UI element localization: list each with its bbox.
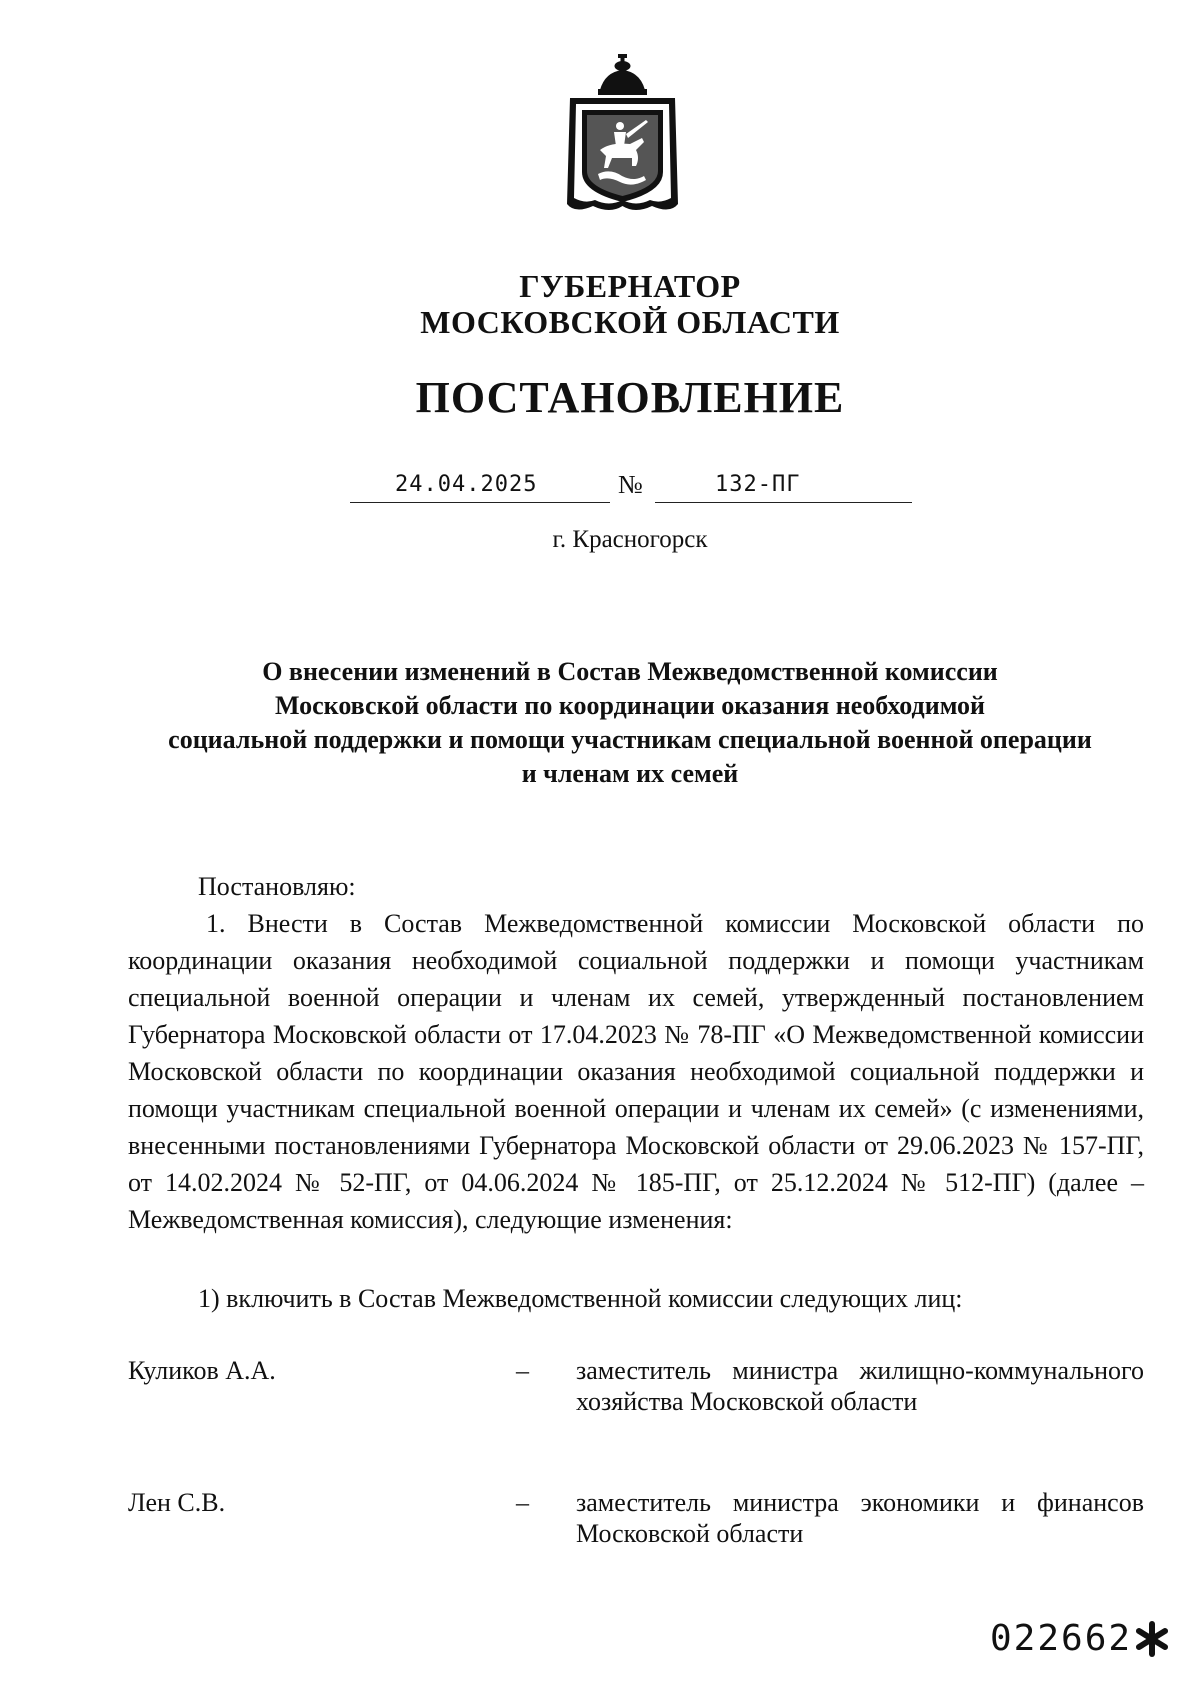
paragraph-1: 1. Внести в Состав Межведомственной комиссии Московской области по координации оказания необходимой социальной поддержки и помощи участникам специальной военной операции и членам их семей, утвержденный постановлением Губернатора Московской области от 17.04.2023 № 78-ПГ «О Межведомственной комиссии Московской области по координации оказания необходимой социальной поддержки и помощи участникам специальной военной операции и членам их семей» (с изменениями, внесенными постановлениями Губернатора Московской области от 29.06.2023 № 157-ПГ, от 14.02.2024 № 52-ПГ, от 04.06.2024 № 185-ПГ, от 25.12.2024 № 512-ПГ) (далее – Межведомственная комиссия), следующие изменения: bbox=[128, 909, 1144, 1234]
resolution-intro: Постановляю: bbox=[198, 872, 356, 901]
number-sign: № bbox=[618, 470, 643, 499]
date-number-line bbox=[350, 472, 912, 506]
issuer-line-2: МОСКОВСКОЙ ОБЛАСТИ bbox=[420, 304, 840, 340]
subject-line-4: и членам их семей bbox=[521, 759, 739, 788]
item-1: 1) включить в Состав Межведомственной комиссии следующих лиц: bbox=[198, 1284, 963, 1313]
member-dash: – bbox=[516, 1356, 529, 1385]
member-name: Лен С.В. bbox=[128, 1488, 226, 1517]
issuer-heading bbox=[0, 268, 1200, 340]
member-dash: – bbox=[516, 1488, 529, 1517]
coat-of-arms-icon bbox=[560, 54, 685, 219]
asterisk-icon bbox=[1133, 1620, 1171, 1658]
subject-line-3: социальной поддержки и помощи участникам специальной военной операции bbox=[168, 725, 1092, 754]
city: г. Красногорск bbox=[552, 526, 708, 553]
document-date: 24.04.2025 bbox=[395, 472, 538, 497]
issuer-line-1: ГУБЕРНАТОР bbox=[519, 268, 741, 304]
member-role: заместитель министра жилищно-коммунального хозяйства Московской области bbox=[576, 1356, 1144, 1416]
subject-line-2: Московской области по координации оказания необходимой bbox=[274, 691, 986, 720]
document-subject bbox=[120, 655, 1140, 791]
subject-line-1: О внесении изменений в Состав Межведомственной комиссии bbox=[262, 657, 998, 686]
document-type-title: ПОСТАНОВЛЕНИЕ bbox=[415, 373, 845, 422]
document-number: 132-ПГ bbox=[715, 472, 801, 497]
serial-number: 022662 bbox=[990, 1618, 1133, 1659]
member-name: Куликов А.А. bbox=[128, 1356, 276, 1385]
member-role: заместитель министра экономики и финансов Московской области bbox=[576, 1488, 1144, 1548]
